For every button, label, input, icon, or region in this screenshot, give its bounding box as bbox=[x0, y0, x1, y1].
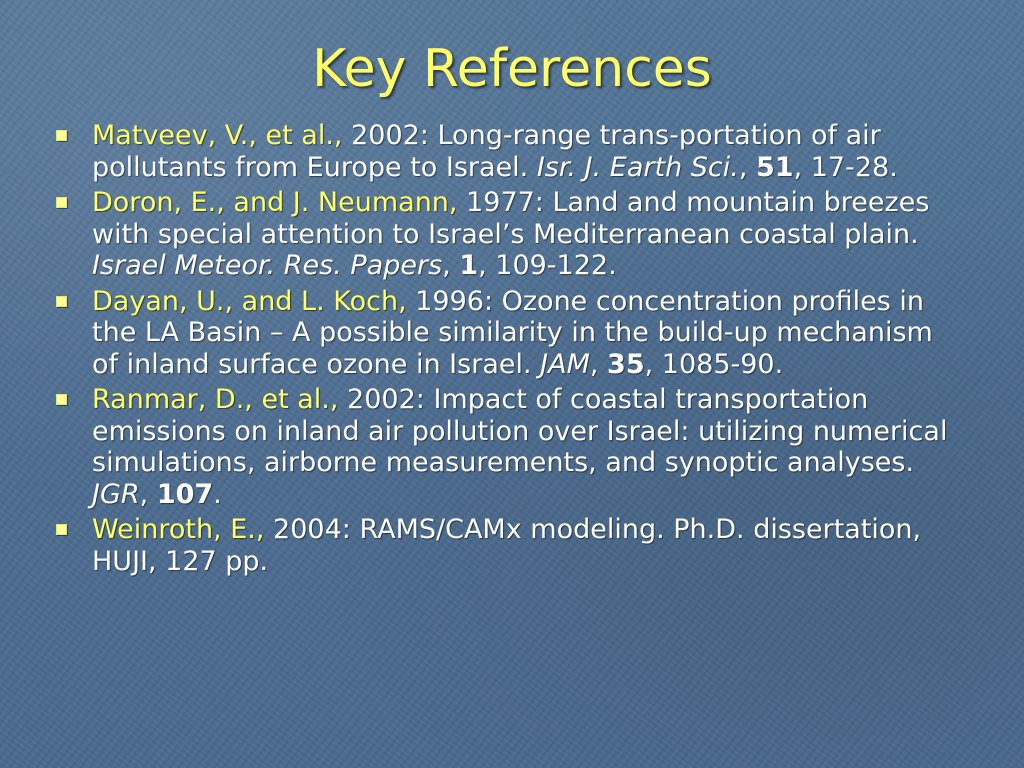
reference-volume: 1 bbox=[459, 250, 479, 281]
reference-separator: , bbox=[589, 348, 608, 380]
reference-journal: JAM bbox=[540, 348, 590, 380]
reference-text: 1996: Ozone concentration profiles in the LA Basin – A possible similarity in the build-up mechanism of inland surface ozone in Israel. bbox=[92, 285, 933, 380]
reference-volume: 107 bbox=[156, 478, 214, 510]
reference-authors: Matveev, V., et al., bbox=[92, 120, 343, 151]
reference-text: 2002: Long-range trans-portation of air pollutants from Europe to Israel. bbox=[92, 120, 881, 183]
reference-item bbox=[56, 514, 961, 577]
reference-separator: , bbox=[139, 478, 157, 510]
reference-journal: JGR bbox=[92, 478, 140, 510]
square-bullet-icon bbox=[56, 296, 67, 307]
square-bullet-icon bbox=[56, 130, 67, 141]
reference-pages: , 1085-90. bbox=[644, 348, 784, 380]
reference-authors: Dayan, U., and L. Koch, bbox=[92, 285, 407, 317]
reference-journal: Israel Meteor. Res. Papers bbox=[92, 250, 443, 281]
reference-pages: , 109-122. bbox=[478, 250, 617, 281]
reference-authors: Ranmar, D., et al., bbox=[92, 384, 339, 415]
square-bullet-icon bbox=[56, 197, 67, 208]
reference-text: 2004: RAMS/CAMx modeling. Ph.D. dissertation, HUJI, 127 pp. bbox=[92, 514, 922, 577]
reference-separator: , bbox=[738, 151, 757, 183]
reference-authors: Weinroth, E., bbox=[92, 514, 265, 545]
reference-journal: Isr. J. Earth Sci. bbox=[536, 151, 739, 183]
reference-pages: , 17-28. bbox=[793, 151, 898, 183]
reference-separator: , bbox=[442, 250, 460, 281]
reference-pages: . bbox=[213, 478, 222, 510]
reference-volume: 51 bbox=[756, 151, 794, 183]
square-bullet-icon bbox=[56, 524, 67, 535]
reference-list bbox=[56, 120, 961, 581]
reference-item bbox=[56, 384, 961, 510]
reference-item bbox=[56, 286, 961, 381]
reference-authors: Doron, E., and J. Neumann, bbox=[92, 187, 458, 218]
square-bullet-icon bbox=[56, 394, 67, 405]
slide-title: Key References bbox=[312, 39, 712, 99]
reference-item bbox=[56, 187, 961, 282]
reference-text: 1977: Land and mountain breezes with special attention to Israel’s Mediterranean coastal plain. bbox=[92, 187, 930, 250]
reference-text: 2002: Impact of coastal transportation emissions on inland air pollution over Israel: utilizing numerical simulations, airborne measurements, and synoptic analyses. bbox=[92, 384, 948, 478]
reference-item bbox=[56, 120, 961, 183]
reference-volume: 35 bbox=[607, 348, 645, 380]
